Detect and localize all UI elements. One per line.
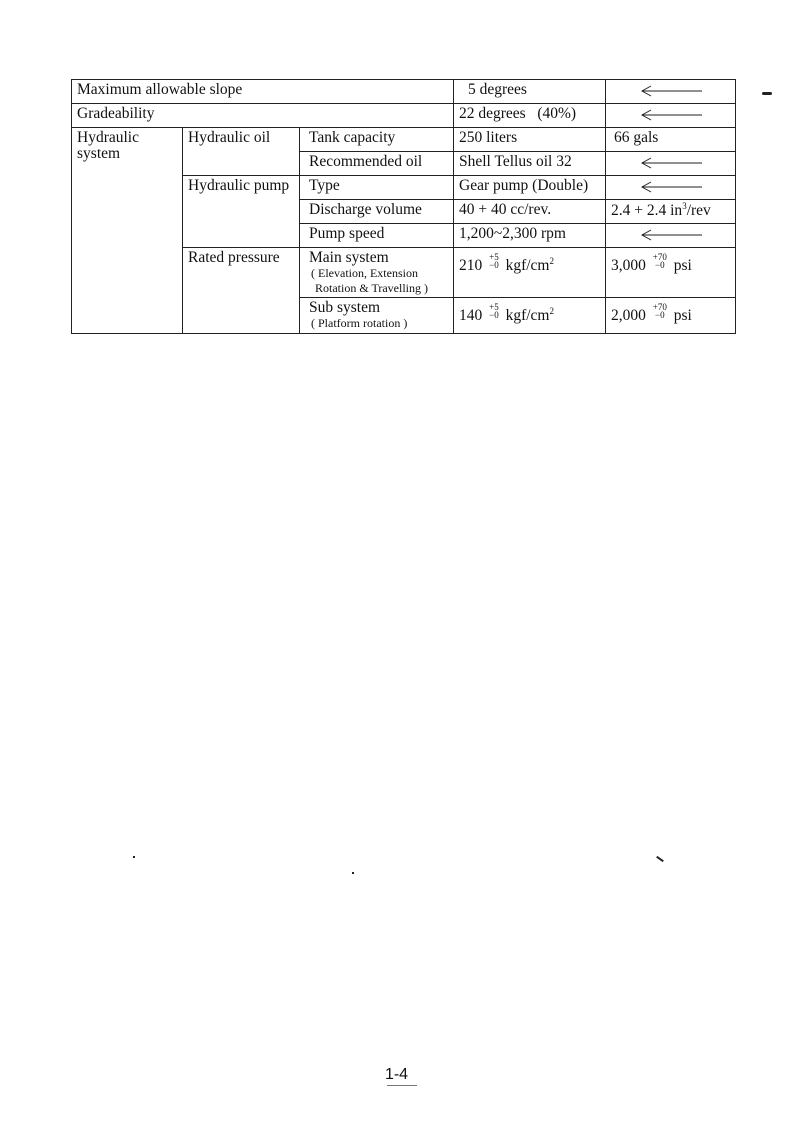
cubic-superscript: 3 bbox=[682, 201, 687, 211]
left-arrow-icon bbox=[611, 157, 730, 169]
discharge-volume-imperial-unit: /rev bbox=[686, 202, 711, 220]
main-system-imperial bbox=[606, 248, 736, 298]
squared-superscript: 2 bbox=[549, 305, 554, 316]
recommended-oil-metric: Shell Tellus oil 32 bbox=[454, 152, 606, 176]
pump-speed-metric: 1,200~2,300 rpm bbox=[454, 224, 606, 248]
squared-superscript: 2 bbox=[549, 255, 554, 266]
discharge-volume-label: Discharge volume bbox=[300, 200, 454, 224]
pump-speed-label: Pump speed bbox=[300, 224, 454, 248]
sub-system-imperial-value: 2,000 bbox=[611, 307, 646, 325]
sub-system-imperial-unit: psi bbox=[673, 307, 692, 325]
discharge-volume-metric: 40 + 40 cc/rev. bbox=[454, 200, 606, 224]
main-system-imperial-value: 3,000 bbox=[611, 257, 646, 274]
tolerance-plus: +70 bbox=[652, 252, 667, 262]
left-arrow-icon bbox=[611, 109, 730, 121]
sub-system-title: Sub system bbox=[309, 299, 381, 317]
tolerance-minus: −0 bbox=[655, 310, 665, 321]
pump-speed-imperial bbox=[606, 224, 736, 248]
tolerance-minus: −0 bbox=[655, 260, 665, 270]
max-slope-imperial bbox=[606, 80, 736, 104]
table-row bbox=[72, 128, 736, 152]
gradeability-metric: 22 degrees (40%) bbox=[454, 104, 606, 128]
main-system-imperial-tolerance bbox=[653, 253, 667, 269]
hydraulic-pump-label: Hydraulic pump bbox=[183, 176, 300, 248]
tank-capacity-label: Tank capacity bbox=[300, 128, 454, 152]
table-row bbox=[72, 80, 736, 104]
max-slope-label: Maximum allowable slope bbox=[72, 80, 454, 104]
main-system-note-1: ( Elevation, Extension bbox=[311, 266, 418, 281]
main-system-imperial-unit: psi bbox=[673, 257, 692, 274]
main-system-label bbox=[300, 248, 454, 298]
recommended-oil-imperial bbox=[606, 152, 736, 176]
left-arrow-icon bbox=[611, 229, 730, 241]
sub-system-metric bbox=[454, 298, 606, 334]
main-system-metric-value: 210 bbox=[459, 257, 483, 274]
hydraulic-system-text: Hydraulic system bbox=[77, 129, 139, 163]
tolerance-plus: +5 bbox=[489, 252, 499, 262]
max-slope-metric: 5 degrees bbox=[454, 80, 606, 104]
main-system-title: Main system bbox=[309, 249, 389, 266]
tolerance-plus: +70 bbox=[652, 302, 667, 313]
page-number-underline bbox=[387, 1085, 417, 1086]
scan-speck bbox=[762, 92, 772, 95]
sub-system-metric-unit: kgf/cm bbox=[505, 307, 550, 325]
scan-speck bbox=[352, 872, 354, 874]
rated-pressure-label: Rated pressure bbox=[183, 248, 300, 334]
pump-type-metric: Gear pump (Double) bbox=[454, 176, 606, 200]
left-arrow-icon bbox=[611, 85, 730, 97]
tolerance-minus: −0 bbox=[489, 260, 499, 270]
main-system-metric-tolerance bbox=[489, 253, 499, 269]
sub-system-note: ( Platform rotation ) bbox=[311, 316, 408, 331]
specification-table bbox=[71, 79, 736, 334]
table-row bbox=[72, 104, 736, 128]
gradeability-label: Gradeability bbox=[72, 104, 454, 128]
tank-capacity-imperial: 66 gals bbox=[606, 128, 736, 152]
gradeability-imperial bbox=[606, 104, 736, 128]
hydraulic-system-label bbox=[72, 128, 183, 334]
sub-system-imperial bbox=[606, 298, 736, 334]
tolerance-minus: −0 bbox=[489, 310, 499, 321]
page-number: 1-4 bbox=[384, 1066, 409, 1083]
sub-system-label bbox=[300, 298, 454, 334]
discharge-volume-imperial-value: 2.4 + 2.4 in bbox=[611, 202, 683, 220]
left-arrow-icon bbox=[611, 181, 730, 193]
sub-system-imperial-tolerance bbox=[653, 303, 667, 319]
sub-system-metric-value: 140 bbox=[459, 307, 483, 325]
sub-system-metric-tolerance bbox=[489, 303, 499, 319]
recommended-oil-label: Recommended oil bbox=[300, 152, 454, 176]
pump-type-imperial bbox=[606, 176, 736, 200]
main-system-metric-unit: kgf/cm bbox=[505, 257, 550, 274]
pump-type-label: Type bbox=[300, 176, 454, 200]
main-system-note-2: Rotation & Travelling ) bbox=[315, 280, 429, 295]
discharge-volume-imperial bbox=[606, 200, 736, 224]
tank-capacity-metric: 250 liters bbox=[454, 128, 606, 152]
tolerance-plus: +5 bbox=[489, 302, 499, 313]
scan-speck bbox=[133, 856, 135, 858]
main-system-metric bbox=[454, 248, 606, 298]
scan-speck bbox=[656, 856, 664, 862]
hydraulic-oil-label: Hydraulic oil bbox=[183, 128, 300, 176]
